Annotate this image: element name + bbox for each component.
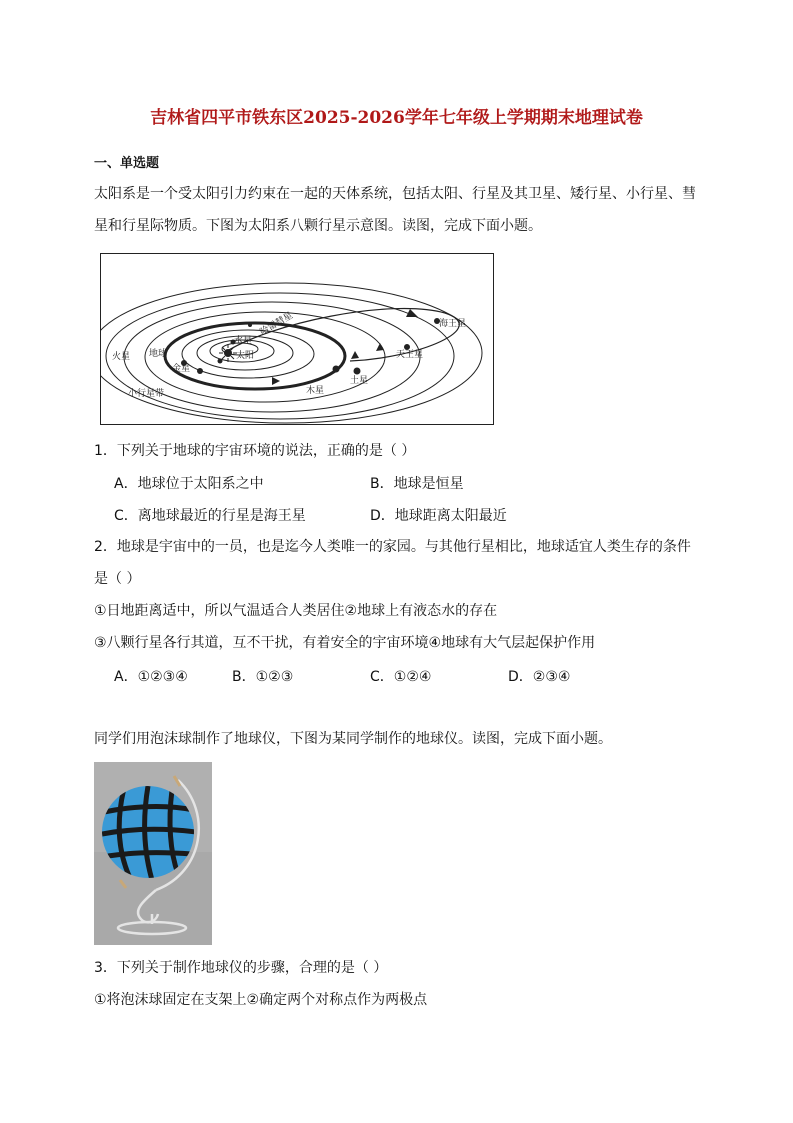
label-mars: 火星 [112,352,131,362]
label-sun: 太阳 [236,351,255,361]
label-saturn: 土星 [350,376,369,386]
question-1-option-c[interactable]: C．离地球最近的行星是海王星 [114,508,306,524]
label-halley-comet: 哈雷彗星 [258,310,295,338]
question-1-option-a[interactable]: A．地球位于太阳系之中 [114,476,264,492]
exam-title: 吉林省四平市铁东区2025-2026学年七年级上学期期末地理试卷 [150,108,643,128]
question-1-option-d[interactable]: D．地球距离太阳最近 [370,508,507,524]
question-2-statement-2: ③八颗行星各行其道，互不干扰，有着安全的宇宙环境④地球有大气层起保护作用 [94,635,596,651]
earth-dot [197,368,203,374]
question-2-option-a[interactable]: A．①②③④ [114,669,188,685]
intro-paragraph-line-2: 星和行星际物质。下图为太阳系八颗行星示意图。读图，完成下面小题。 [94,218,542,234]
question-2-stem-line-2: 是（ ） [94,571,141,587]
question-2-statement-1: ①日地距离适中，所以气温适合人类居住②地球上有液态水的存在 [94,603,498,619]
jupiter-dot [333,366,340,373]
label-uranus: 天王星 [396,350,424,360]
intro-paragraph-globe: 同学们用泡沫球制作了地球仪，下图为某同学制作的地球仪。读图，完成下面小题。 [94,731,612,747]
comet-dot [248,323,252,327]
saturn-dot [354,368,361,375]
question-2-option-b[interactable]: B．①②③ [232,669,294,685]
foam-globe-photo [94,762,212,945]
label-earth: 地球 [149,349,168,359]
question-2-option-c[interactable]: C．①②④ [370,669,432,685]
question-1-option-b[interactable]: B．地球是恒星 [370,476,464,492]
venus-dot [218,359,223,364]
label-venus: 金星 [172,364,191,374]
label-neptune: 海王星 [439,319,467,329]
label-mercury: 水星 [234,336,253,346]
question-1-stem: 1．下列关于地球的宇宙环境的说法，正确的是（ ） [94,443,416,459]
question-3-stem: 3．下列关于制作地球仪的步骤，合理的是（ ） [94,960,388,976]
question-2-option-d[interactable]: D．②③④ [508,669,571,685]
intro-paragraph-line-1: 太阳系是一个受太阳引力约束在一起的天体系统，包括太阳、行星及其卫星、矮行星、小行星、彗 [94,186,696,202]
solar-system-diagram [100,253,494,425]
label-asteroid-belt: 小行星带 [128,389,165,399]
section-heading: 一、单选题 [94,156,160,171]
question-2-stem-line-1: 2．地球是宇宙中的一员，也是迄今人类唯一的家园。与其他行星相比，地球适宜人类生存的条件 [94,539,691,555]
question-3-statement-1: ①将泡沫球固定在支架上②确定两个对称点作为两极点 [94,992,428,1008]
label-jupiter: 木星 [306,386,325,396]
